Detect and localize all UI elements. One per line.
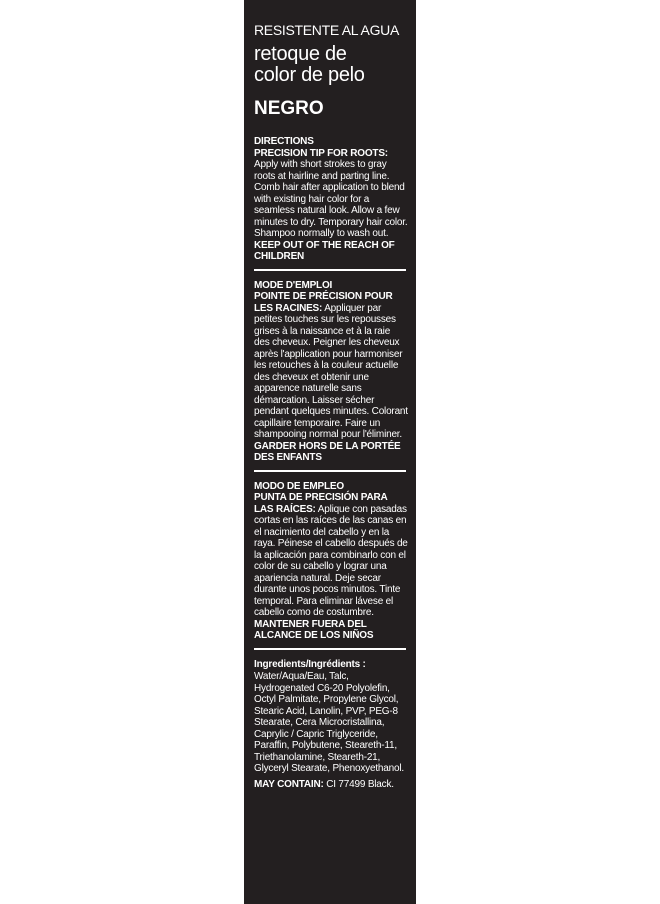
modo-empleo-subtitle: PUNTA DE PRECISIÓN PARA LAS RAÍCES:: [254, 492, 388, 515]
mode-emploi-subtitle: POINTE DE PRÉCISION POUR LES RACINES:: [254, 291, 393, 314]
mode-emploi-title: MODE D'EMPLOI: [254, 279, 333, 291]
section-divider: [254, 470, 406, 472]
product-name-line1: retoque de: [254, 43, 347, 65]
product-name-line2: color de pelo: [254, 64, 365, 86]
section-divider: [254, 648, 406, 650]
modo-empleo-body: Aplique con pasadas cortas en las raíces de las canas en el nacimiento del cabello y en la raya. Péinese el cabello después de la aplicación para combinarlo con el color de su cabello y lograr una apariencia natural. Deje secar durante unos pocos minutos. Tinte temporal. Para eliminar lávese el cabello como de costumbre.: [254, 503, 408, 618]
ingredients-title: Ingredients/Ingrédients :: [254, 658, 366, 670]
mode-emploi-warning: GARDER HORS DE LA PORTÉE DES ENFANTS: [254, 440, 401, 463]
modo-empleo-warning: MANTENER FUERA DEL ALCANCE DE LOS NIÑOS: [254, 618, 374, 641]
product-label-panel: [244, 0, 416, 904]
modo-empleo-title: MODO DE EMPLEO: [254, 480, 344, 492]
directions-subtitle: PRECISION TIP FOR ROOTS:: [254, 147, 388, 159]
section-divider: [254, 269, 406, 271]
water-resistant-label: RESISTENTE AL AGUA: [254, 22, 400, 38]
ingredients-section: [254, 659, 408, 791]
may-contain-value: CI 77499 Black.: [326, 778, 394, 790]
mode-emploi-body: Appliquer par petites touches sur les repousses grises à la naissance et à la raie des cheveux. Peigner les cheveux après l'application pour harmoniser les retouches à la couleur actuelle des cheveux et obtenir une apparence naturelle sans démarcation. Laisser sécher pendant quelques minutes. Colorant capillaire temporaire. Faire un shampooing normal pour l'éliminer.: [254, 302, 408, 440]
may-contain-label: MAY CONTAIN:: [254, 778, 324, 790]
may-contain: [254, 779, 408, 791]
directions-title: DIRECTIONS: [254, 136, 314, 147]
shade-name: NEGRO: [254, 98, 324, 119]
ingredients-list: Water/Aqua/Eau, Talc, Hydrogenated C6-20 Polyolefin, Octyl Palmitate, Propylene Glycol, Stearic Acid, Lanolin, PVP, PEG-8 Stearate, Cera Microcristallina, Caprylic / Capric Triglyceride, Paraffin, Polybutene, Steareth-11, Triethanolamine, Steareth-21, Glyceryl Stearate, Phenoxyethanol.: [254, 671, 404, 774]
directions-spanish: [254, 481, 408, 642]
product-name: [254, 44, 408, 86]
directions-french: [254, 280, 408, 464]
directions-warning: KEEP OUT OF THE REACH OF CHILDREN: [254, 239, 395, 262]
directions-english: [254, 136, 408, 263]
directions-body: Apply with short strokes to gray roots at hairline and parting line. Comb hair after application to blend with existing hair color for a seamless natural look. Allow a few minutes to dry. Temporary hair color. Shampoo normally to wash out.: [254, 159, 408, 239]
